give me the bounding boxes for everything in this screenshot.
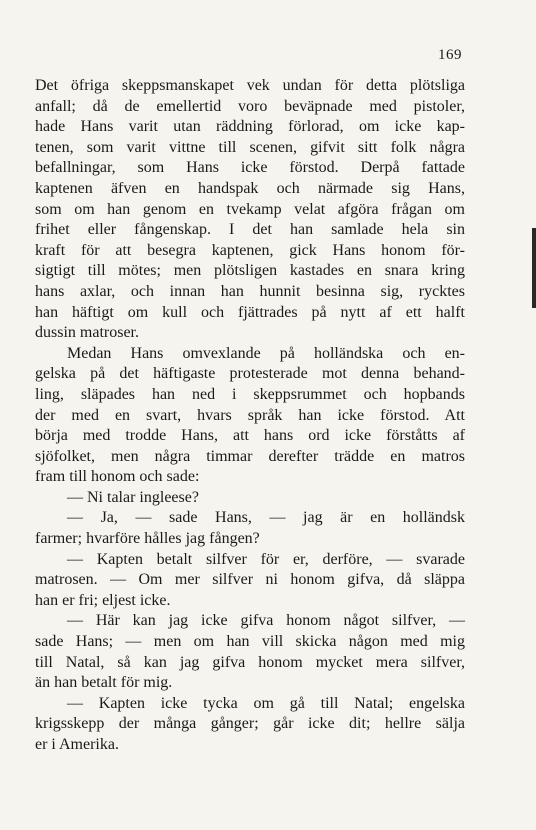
text-line: börja med trodde Hans, att hans ord icke förståtts af [35,427,465,445]
text-line: som om han genom en tvekamp velat afgöra frågan om [35,200,465,218]
text-line: Det öfriga skeppsmanskapet vek undan för detta plötsliga [35,77,465,94]
text-line: anfall; då de emellertid voro beväpnade med pistoler, [35,97,465,115]
text-line: kraft för att besegra kaptenen, gick Hans honom för- [35,241,465,259]
text-line: — Ni talar ingleese? [67,488,199,506]
text-line: hade Hans varit utan räddning förlorad, om icke kap- [35,118,465,136]
text-line: — Kapten icke tycka om gå till Natal; engelska [67,694,465,712]
body-text [35,76,465,756]
text-line: sade Hans; — men om han vill skicka någon med mig [35,633,465,651]
text-line: Medan Hans omvexlande på holländska och en- [67,344,465,362]
text-line: han er fri; eljest icke. [35,591,171,609]
text-line: der med en svart, hvars språk han icke förstod. Att [35,406,465,424]
text-line: fram till honom och sade: [35,468,200,486]
text-line: — Ja, — sade Hans, — jag är en holländsk [67,509,465,527]
text-line: dussin matroser. [35,324,139,342]
text-line: — Här kan jag icke gifva honom något silfver, — [67,612,465,630]
text-line: er i Amerika. [35,736,119,753]
text-line: gelska på det häftigaste protesterade mot denna behand- [35,365,465,383]
text-line: befallningar, som Hans icke förstod. Derpå fattade [35,159,465,177]
text-line: farmer; hvarföre hålles jag fången? [35,530,260,548]
text-line: frihet eller fångenskap. I det han samlade hela sin [35,221,465,239]
text-line: än han betalt för mig. [35,674,173,692]
text-line: hans axlar, och innan han hunnit besinna sig, rycktes [35,282,465,300]
page-number: 169 [438,47,462,63]
text-line: sjöfolket, men några timmar derefter trädde en matros [35,447,465,465]
text-line: kaptenen äfven en handspak och närmade sig Hans, [35,179,465,197]
text-line: han häftigt om kull och fjättrades på nytt af ett halft [35,303,465,321]
text-line: krigsskepp der många gånger; går icke dit; hellre sälja [35,715,465,733]
text-line: ling, släpades han ned i skeppsrummet och hopbands [35,385,465,403]
text-line: till Natal, så kan jag gifva honom mycket mera silfver, [35,653,465,671]
text-line: — Kapten betalt silfver för er, derföre, — svarade [67,550,465,568]
text-line: matrosen. — Om mer silfver ni honom gifva, då släppa [35,571,465,589]
text-line: tenen, som varit vittne till scenen, gifvit sitt folk några [35,138,465,156]
page-edge-mark [532,228,536,308]
text-line: sigtigt till mötes; men plötsligen kastades en snara kring [35,262,465,280]
